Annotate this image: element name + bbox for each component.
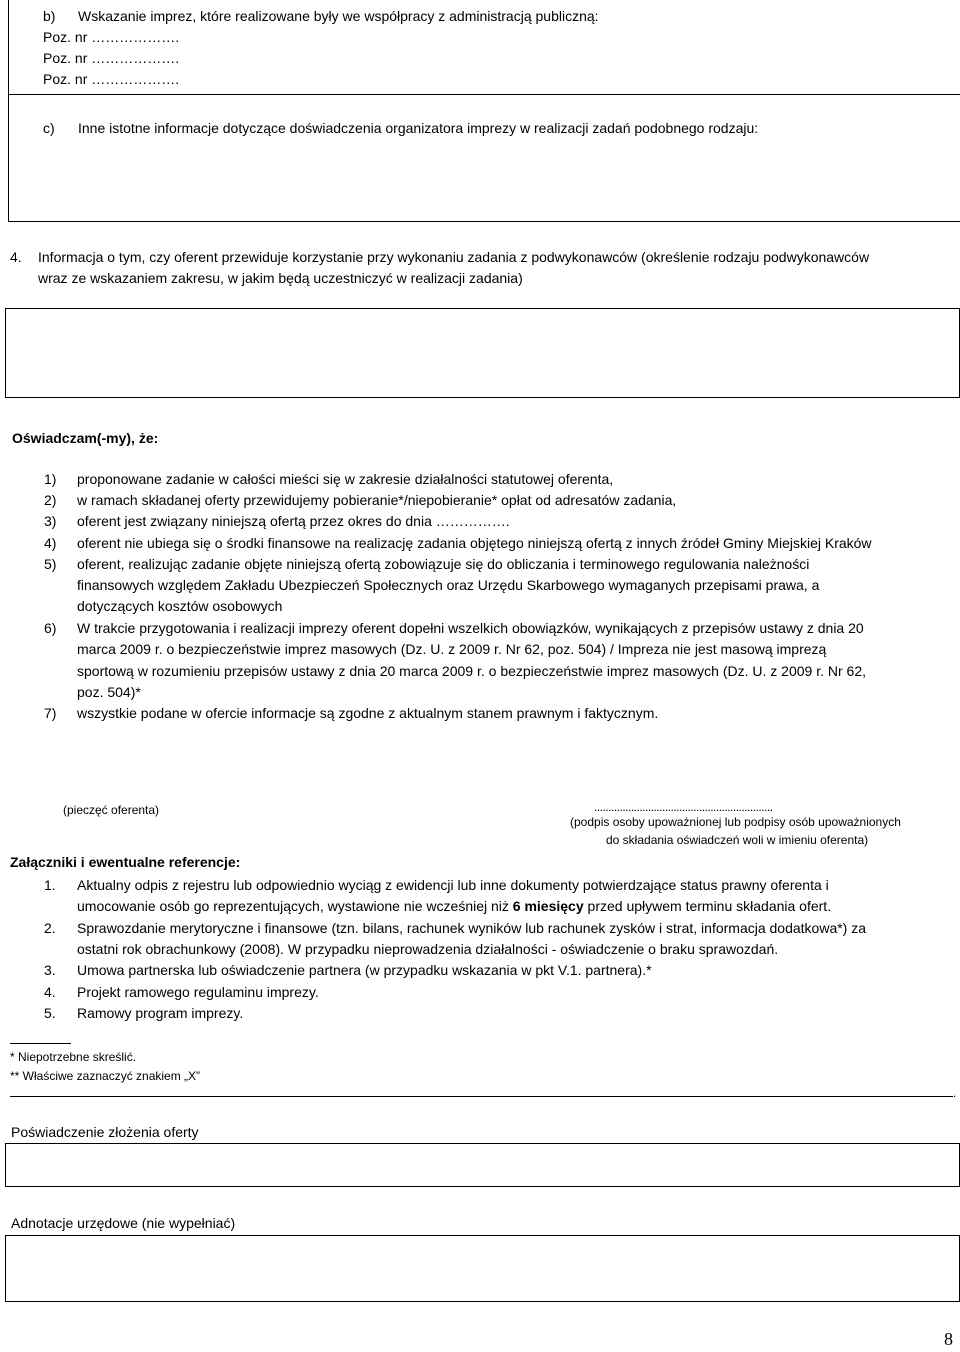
attachment-1-number: 1. <box>44 877 56 893</box>
section4-line1: Informacja o tym, czy oferent przewiduje korzystanie przy wykonaniu zadania z podwykonawców (określenie rodzaju podwykonawców <box>38 249 870 265</box>
attachment-1-text-c: przed upływem terminu składania ofert. <box>583 898 832 914</box>
declaration-item-1-number: 1) <box>44 471 57 487</box>
declaration-item-6-line-1: W trakcie przygotowania i realizacji imprezy oferent dopełni wszelkich obowiązków, wynikających z przepisów ustawy z dnia 20 <box>77 620 864 636</box>
official-label: Adnotacje urzędowe (nie wypełniać) <box>11 1215 236 1231</box>
attachment-3-number: 3. <box>44 962 56 978</box>
attachment-1-text-b: 6 miesięcy <box>512 898 584 914</box>
item-b-text: Wskazanie imprez, które realizowane były we współpracy z administracją publiczną: <box>78 8 599 24</box>
page-number: 8 <box>944 1329 953 1349</box>
separator-end-dot: . <box>953 1086 957 1100</box>
signature-dots: ............................................................... <box>594 800 773 814</box>
footnote-1: * Niepotrzebne skreślić. <box>10 1050 137 1064</box>
footnote-2: ** Właściwe zaznaczyć znakiem „X” <box>10 1069 201 1083</box>
poz-line-2: Poz. nr ………………. <box>43 50 180 66</box>
poz-line-3: Poz. nr ………………. <box>43 71 180 87</box>
section4-line2: wraz ze wskazaniem zakresu, w jakim będą uczestniczyć w realizacji zadania) <box>38 270 523 286</box>
declaration-item-6-line-3: sportową w rozumieniu przepisów ustawy z dnia 20 marca 2009 r. o bezpieczeństwie imprez masowych (Dz. U. z 2009 r. Nr 62, <box>77 663 867 679</box>
attachment-1-line-1: Aktualny odpis z rejestru lub odpowiednio wyciąg z ewidencji lub inne dokumenty potwierdzające status prawny oferenta i <box>77 877 829 893</box>
item-c-marker: c) <box>43 120 55 136</box>
receipt-label: Poświadczenie złożenia oferty <box>11 1124 199 1140</box>
section4-number: 4. <box>10 249 22 265</box>
declaration-item-6-number: 6) <box>44 620 57 636</box>
item-c-text: Inne istotne informacje dotyczące doświadczenia organizatora imprezy w realizacji zadań podobnego rodzaju: <box>78 120 759 136</box>
attachment-2-number: 2. <box>44 920 56 936</box>
declaration-item-2-number: 2) <box>44 492 57 508</box>
declaration-item-7-number: 7) <box>44 705 57 721</box>
stamp-label: (pieczęć oferenta) <box>63 803 160 817</box>
attachment-1-line-2 <box>77 896 831 916</box>
separator-line <box>10 1096 953 1097</box>
attachment-4: Projekt ramowego regulaminu imprezy. <box>77 984 319 1000</box>
attachment-5-number: 5. <box>44 1005 56 1021</box>
signature-label-1: (podpis osoby upoważnionej lub podpisy osób upoważnionych <box>570 815 901 829</box>
official-field[interactable] <box>5 1235 960 1302</box>
footnote-rule <box>10 1043 71 1044</box>
attachment-2-line-2: ostatni rok obrachunkowy (2008). W przypadku nieprowadzenia działalności - oświadczenie o braku sprawozdań. <box>77 941 779 957</box>
declaration-item-7: wszystkie podane w ofercie informacje są zgodne z aktualnym stanem prawnym i faktycznym. <box>77 705 659 721</box>
declaration-item-4-number: 4) <box>44 535 57 551</box>
declaration-item-2: w ramach składanej oferty przewidujemy pobieranie*/niepobieranie* opłat od adresatów zadania, <box>77 492 677 508</box>
attachment-3: Umowa partnerska lub oświadczenie partnera (w przypadku wskazania w pkt V.1. partnera).* <box>77 962 652 978</box>
declaration-item-5-number: 5) <box>44 556 57 572</box>
declaration-item-6-line-2: marca 2009 r. o bezpieczeństwie imprez masowych (Dz. U. z 2009 r. Nr 62, poz. 504) / Impreza nie jest masową imprezą <box>77 641 827 657</box>
declaration-item-3-number: 3) <box>44 513 57 529</box>
attachment-1-text-a: umocowanie osób go reprezentujących, wystawione nie wcześniej niż <box>77 898 513 914</box>
signature-label-2: do składania oświadczeń woli w imieniu oferenta) <box>606 833 869 847</box>
declaration-item-5-line-2: finansowych względem Zakładu Ubezpieczeń Społecznych oraz Urzędu Skarbowego wymaganych przepisami prawa, a <box>77 577 820 593</box>
receipt-field[interactable] <box>5 1143 960 1187</box>
declaration-item-1: proponowane zadanie w całości mieści się w zakresie działalności statutowej oferenta, <box>77 471 614 487</box>
declaration-item-3: oferent jest związany niniejszą ofertą przez okres do dnia ……………. <box>77 513 510 529</box>
declaration-item-6-line-4: poz. 504)* <box>77 684 141 700</box>
attachment-4-number: 4. <box>44 984 56 1000</box>
subcontractors-field[interactable] <box>5 308 960 398</box>
declaration-item-5-line-1: oferent, realizując zadanie objęte niniejszą ofertą zobowiązuje się do obliczania i terminowego regulowania należności <box>77 556 810 572</box>
divider <box>8 94 960 95</box>
poz-line-1: Poz. nr ………………. <box>43 29 180 45</box>
attachment-2-line-1: Sprawozdanie merytoryczne i finansowe (tzn. bilans, rachunek wyników lub rachunek zysków i strat, informacja dodatkowa*) za <box>77 920 867 936</box>
declaration-heading: Oświadczam(-my), że: <box>12 430 159 446</box>
declaration-item-4: oferent nie ubiega się o środki finansowe na realizację zadania objętego niniejszą ofertą z innych źródeł Gminy Miejskiej Kraków <box>77 535 872 551</box>
item-b-marker: b) <box>43 8 56 24</box>
declaration-item-5-line-3: dotyczących kosztów osobowych <box>77 598 283 614</box>
attachment-5: Ramowy program imprezy. <box>77 1005 244 1021</box>
attachments-heading: Załączniki i ewentualne referencje: <box>10 854 241 870</box>
